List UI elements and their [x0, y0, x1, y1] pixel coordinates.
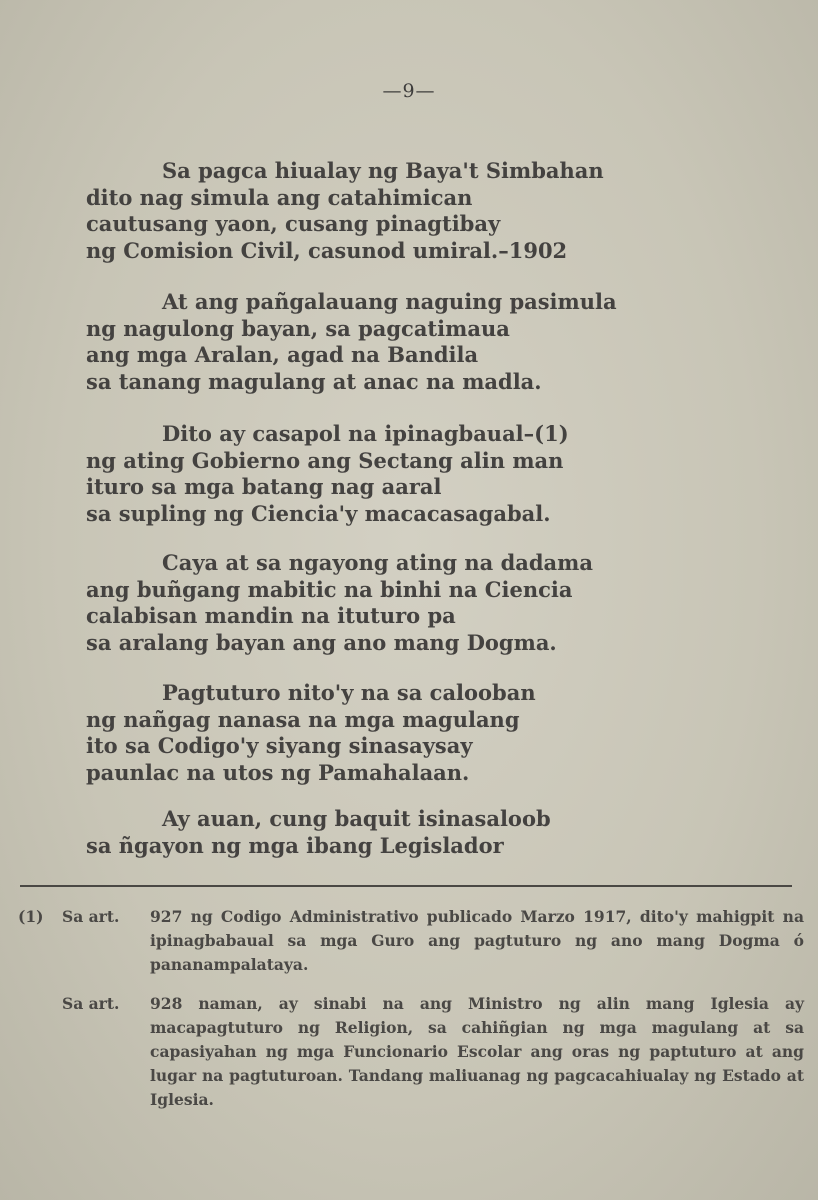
stanza-1 — [86, 158, 726, 264]
footnote-reference: Sa art. — [62, 994, 120, 1013]
verse-line: sa ñgayon ng mga ibang Legislador — [86, 832, 504, 858]
verse-line: Dito ay casapol na ipinagbaual–(1) — [162, 421, 569, 446]
verse-line: ituro sa mga batang nag aaral — [86, 474, 442, 499]
page-number: —9— — [382, 80, 436, 102]
footnote-marker: (1) — [18, 907, 44, 926]
stanza-4 — [86, 550, 726, 656]
verse-line: ang mga Aralan, agad na Bandila — [86, 342, 479, 367]
verse-line: paunlac na utos ng Pamahalaan. — [86, 759, 470, 785]
footnote-divider — [20, 885, 792, 887]
footnote-text: 928 naman, ay sinabi na ang Ministro ng alin mang Iglesia ay macapagtuturo ng Religion, sa cahiñgian ng mga magulang at sa capasiyahan ng mga Funcionario Escolar ang oras ng paptuturo at ang lugar na pagtuturoan. Tandang maliuanag ng pagcacahiualay ng Estado at Iglesia. — [150, 994, 804, 1109]
verse-line: Ay auan, cung baquit isinasaloob — [162, 806, 551, 831]
verse-line: ng nañgag nanasa na mga magulang — [86, 706, 520, 732]
verse-line: Sa pagca hiualay ng Baya't Simbahan — [162, 158, 604, 183]
verse-line: ang buñgang mabitic na binhi na Ciencia — [86, 576, 573, 602]
verse-line: ng ating Gobierno ang Sectang alin man — [86, 447, 564, 473]
verse-line: ng nagulong bayan, sa pagcatimaua — [86, 315, 510, 341]
stanza-2 — [86, 289, 726, 395]
stanza-3 — [86, 421, 726, 527]
verse-line: sa tanang magulang at anac na madla. — [86, 368, 542, 394]
footnote-reference: Sa art. — [62, 907, 120, 926]
verse-line: dito nag simula ang catahimican — [86, 184, 473, 210]
verse-line: Pagtuturo nito'y na sa calooban — [162, 680, 536, 705]
verse-line: cautusang yaon, cusang pinagtibay — [86, 211, 501, 236]
footnote-text: 927 ng Codigo Administrativo publicado Marzo 1917, dito'y mahigpit na ipinagbabaual sa mga Guro ang pagtuturo ng ano mang Dogma ó pananampalataya. — [150, 907, 804, 974]
verse-line: sa aralang bayan ang ano mang Dogma. — [86, 629, 557, 655]
footnote-2 — [18, 992, 804, 1112]
footnote-1 — [18, 905, 804, 977]
verse-line: sa supling ng Ciencia'y macacasagabal. — [86, 500, 551, 526]
stanza-6 — [86, 806, 726, 859]
verse-line: Caya at sa ngayong ating na dadama — [162, 550, 593, 575]
verse-line: At ang pañgalauang naguing pasimula — [162, 289, 617, 314]
stanza-5 — [86, 680, 726, 786]
verse-line: ng Comision Civil, casunod umiral.–1902 — [86, 237, 568, 263]
verse-line: ito sa Codigo'y siyang sinasaysay — [86, 733, 473, 758]
verse-line: calabisan mandin na ituturo pa — [86, 603, 456, 628]
